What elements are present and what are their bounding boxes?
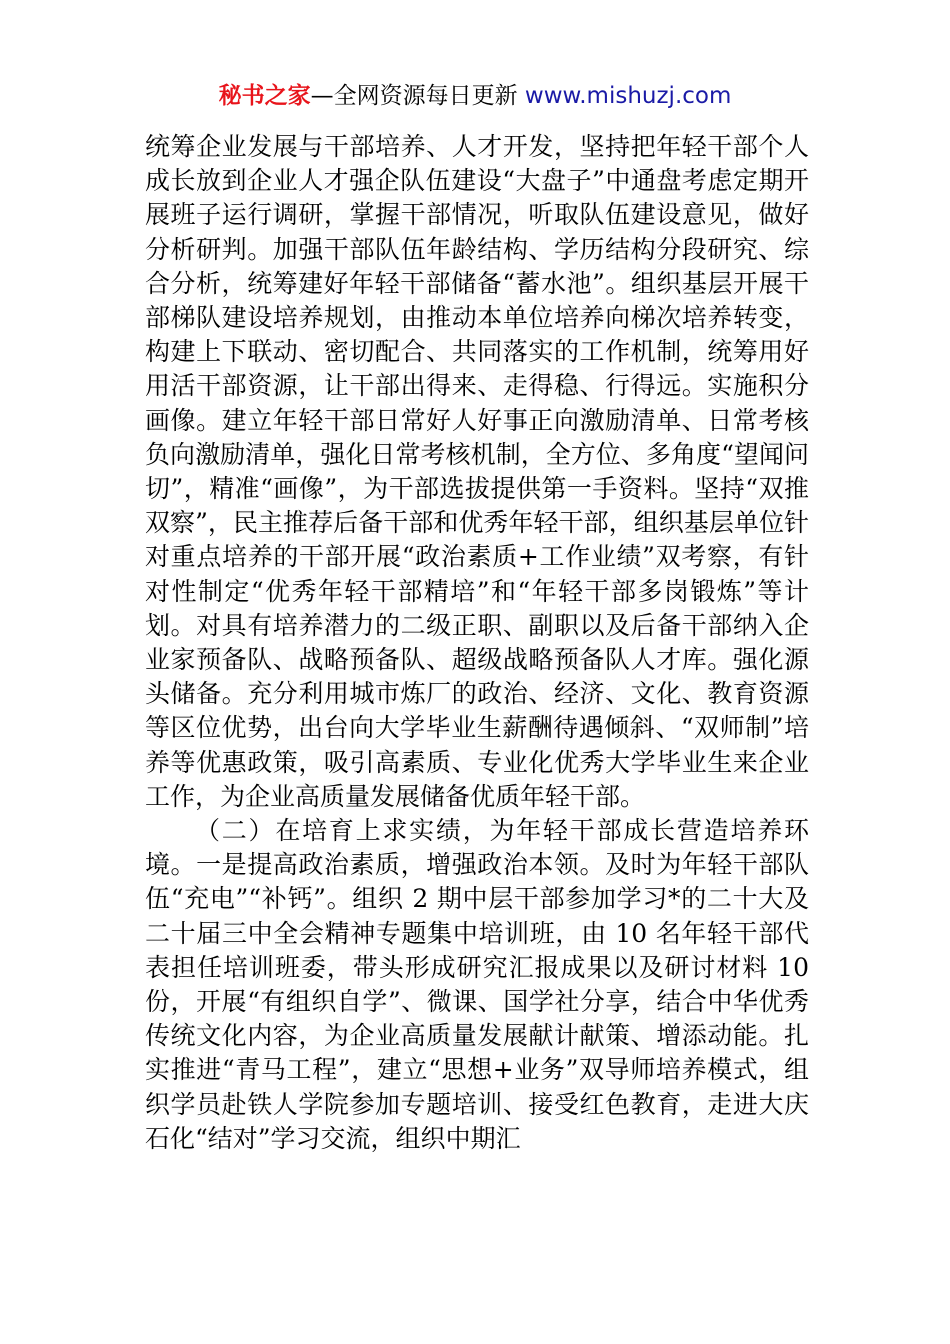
page-header (0, 80, 950, 112)
paragraph-continuation: 统筹企业发展与干部培养、人才开发，坚持把年轻干部个人成长放到企业人才强企队伍建设“大盘子”中通盘考虑定期开展班子运行调研，掌握干部情况，听取队伍建设意见，做好分析研判。加强干部队伍年龄结构、学历结构分段研究、综合分析，统筹建好年轻干部储备“蓄水池”。组织基层开展干部梯队建设培养规划，由推动本单位培养向梯次培养转变，构建上下联动、密切配合、共同落实的工作机制，统筹用好用活干部资源，让干部出得来、走得稳、行得远。实施积分画像。建立年轻干部日常好人好事正向激励清单、日常考核负向激励清单，强化日常考核机制，全方位、多角度“望闻问切”，精准“画像”，为干部选拔提供第一手资料。坚持“双推双察”，民主推荐后备干部和优秀年轻干部，组织基层单位针对重点培养的干部开展“政治素质+工作业绩”双考察，有针对性制定“优秀年轻干部精培”和“年轻干部多岗锻炼”等计划。对具有培养潜力的二级正职、副职以及后备干部纳入企业家预备队、战略预备队、超级战略预备队人才库。强化源头储备。充分利用城市炼厂的政治、经济、文化、教育资源等区位优势，出台向大学毕业生薪酬待遇倾斜、“双师制”培养等优惠政策，吸引高素质、专业化优秀大学毕业生来企业工作，为企业高质量发展储备优质年轻干部。 (145, 132, 809, 811)
header-url-link[interactable]: www.mishuzj.com (524, 83, 732, 109)
header-brand: 秘书之家 (218, 83, 311, 109)
paragraph-section-two: （二）在培育上求实绩，为年轻干部成长营造培养环境。一是提高政治素质，增强政治本领。及时为年轻干部队伍“充电”“补钙”。组织 2 期中层干部参加学习*的二十大及二十届三中全会精神专题集中培训班，由 10 名年轻干部代表担任培训班委，带头形成研究汇报成果以及研讨材料 10 份，开展“有组织自学”、微课、国学社分享，结合中华优秀传统文化内容，为企业高质量发展献计献策、增添动能。扎实推进“青马工程”，建立“思想+业务”双导师培养模式，组织学员赴铁人学院参加专题培训、接受红色教育，走进大庆石化“结对”学习交流，组织中期汇 (145, 816, 809, 1153)
header-tagline: —全网资源每日更新 (310, 83, 525, 109)
document-body (145, 130, 809, 1156)
